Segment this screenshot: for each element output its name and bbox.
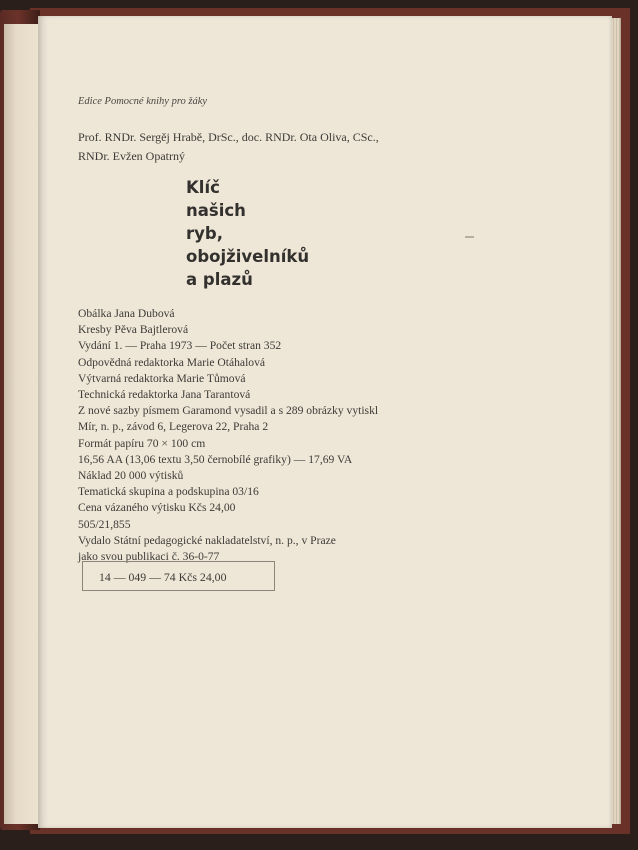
authors-line: RNDr. Evžen Opatrný [78,149,185,163]
colophon-line: Odpovědná redaktorka Marie Otáhalová [78,355,266,369]
colophon-line: Obálka Jana Dubová [78,307,175,320]
colophon-line: 16,56 AA (13,06 textu 3,50 černobílé grafiky) — 17,69 VA [78,452,353,466]
colophon-line: Formát papíru 70 × 100 cm [78,436,206,450]
authors [78,128,498,166]
book-flyleaf [4,24,38,824]
colophon-line: Kresby Pěva Bajtlerová [78,323,189,337]
colophon-line: 505/21,855 [78,517,131,531]
colophon-line: Tematická skupina a podskupina 03/16 [78,485,259,499]
colophon-line: Technická redaktorka Jana Tarantová [78,388,251,402]
title-line: našich [186,201,246,220]
colophon-line: jako svou publikaci č. 36-0-77 [78,550,220,564]
book-title [186,176,309,291]
colophon-line: Vydání 1. — Praha 1973 — Počet stran 352 [78,339,282,353]
price-box: 14 — 049 — 74 Kčs 24,00 [82,561,275,591]
authors-line: Prof. RNDr. Sergěj Hrabě, DrSc., doc. RNDr. Ota Oliva, CSc., [78,130,379,144]
title-line: ryb, [186,224,223,243]
colophon-line: Cena vázaného výtisku Kčs 24,00 [78,501,236,515]
colophon [78,306,518,565]
colophon-line: Mír, n. p., závod 6, Legerova 22, Praha 2 [78,420,269,434]
colophon-line: Z nové sazby písmem Garamond vysadil a s 289 obrázky vytiskl [78,404,379,418]
title-line: a plazů [186,270,253,289]
series-name: Edice Pomocné knihy pro žáky [78,96,208,107]
colophon-line: Náklad 20 000 výtisků [78,469,184,483]
colophon-line: Vydalo Státní pedagogické nakladatelství, n. p., v Praze [78,533,336,547]
title-line: obojživelníků [186,247,310,266]
colophon-line: Výtvarná redaktorka Marie Tůmová [78,371,246,385]
book-page [38,16,612,828]
page-content [38,16,612,828]
title-line: Klíč [186,178,220,197]
stray-mark [465,236,474,238]
